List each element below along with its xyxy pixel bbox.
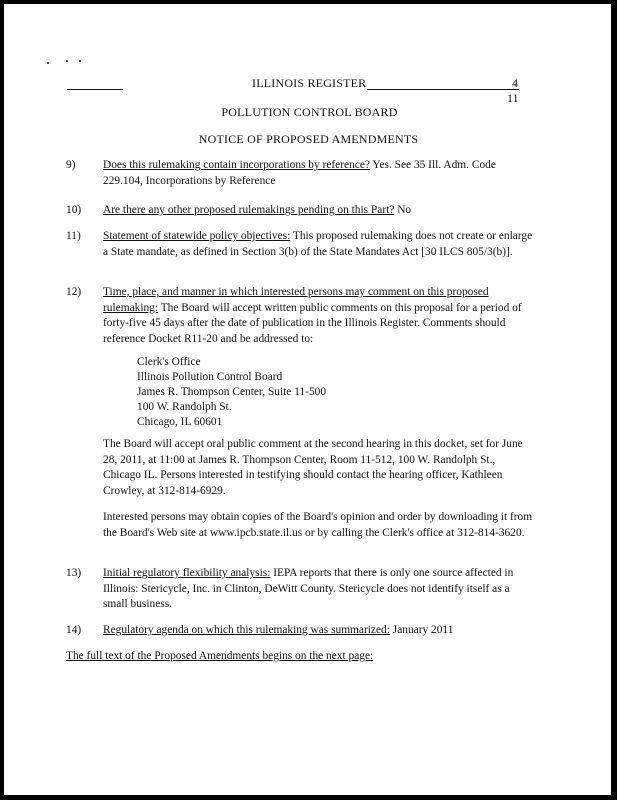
oral-comment-paragraph: The Board will accept oral public comment at the second hearing in this docket, set for June 28, 2011, at 11:00 at James R. Thompson Center, Room 11-512, 100 W. Randolph St., Chicago IL. Persons interested in testifying should contact the hearing officer, Kathleen Crowley, at 312-814-6929. (103, 438, 523, 497)
item-question: Statement of statewide policy objectives: (103, 230, 291, 242)
issue-number: 11 (507, 91, 519, 105)
header-rule-left (67, 89, 123, 90)
item-number: 12) (66, 286, 82, 298)
header-rule-right (367, 89, 519, 90)
item-answer: IEPA reports that there is only one source affected in Illinois: Stericycle, Inc. in Clinton, DeWitt County. Stericycle does not identify itself as a small business. (103, 567, 514, 610)
item-number: 11) (66, 230, 81, 242)
scan-speck (47, 62, 49, 64)
item-answer: This proposed rulemaking does not create or enlarge a State mandate, as defined in Section 3(b) of the State Mandates Act [30 ILCS 805/3(b)]. (103, 230, 533, 258)
item-answer: No (394, 204, 412, 216)
item-body (103, 203, 536, 219)
item-answer: The Board will accept written public comments on this proposal for a period of forty-five 45 days after the date of publication in the Illinois Register. Comments should reference Docket R11-20 and be addressed to: (103, 301, 522, 345)
register-title: ILLINOIS REGISTER (252, 76, 367, 90)
copies-paragraph: Interested persons may obtain copies of the Board's opinion and order by downloading it from the Board's Web site at www.ipcb.state.il.us or by calling the Clerk's office at 312-814-3620. (103, 511, 533, 539)
item-body (103, 158, 536, 189)
board-name: POLLUTION CONTROL BOARD (221, 105, 398, 119)
item-number: 10) (66, 204, 82, 216)
notice-title: NOTICE OF PROPOSED AMENDMENTS (198, 132, 419, 146)
item-body (103, 623, 536, 639)
item-body (103, 229, 536, 260)
item-number: 13) (66, 567, 82, 579)
scan-speck (79, 60, 81, 62)
scan-border-left (0, 0, 4, 800)
address-line: 100 W. Randolph St. (137, 401, 232, 413)
scan-border-right (611, 0, 617, 800)
item-question: Does this rulemaking contain incorporations by reference? (103, 159, 370, 171)
address-line: James R. Thompson Center, Suite 11-500 (137, 386, 327, 398)
address-line: Clerk's Office (137, 356, 201, 368)
item-answer: January 2011 (389, 624, 454, 636)
scan-border-top (0, 0, 617, 4)
item-question: Time, place, and manner in which interested persons may comment on this proposed rulemaking: (103, 286, 489, 314)
page-number: 4 (512, 76, 518, 90)
scan-speck (66, 60, 68, 62)
item-question: Are there any other proposed rulemakings pending on this Part? (103, 204, 395, 216)
item-body (103, 566, 536, 613)
item-question: Initial regulatory flexibility analysis: (103, 567, 271, 579)
item-number: 9) (66, 159, 76, 171)
item-number: 14) (66, 624, 82, 636)
address-line: Chicago, IL 60601 (137, 416, 223, 428)
address-line: Illinois Pollution Control Board (137, 371, 283, 383)
scan-border-bottom (0, 795, 617, 800)
item-answer: Yes. See 35 Ill. Adm. Code 229.104, Incorporations by Reference (103, 159, 496, 187)
item-question: Regulatory agenda on which this rulemaking was summarized: (103, 624, 390, 636)
full-text-note: The full text of the Proposed Amendments begins on the next page: (66, 650, 374, 662)
item-body (103, 285, 536, 347)
